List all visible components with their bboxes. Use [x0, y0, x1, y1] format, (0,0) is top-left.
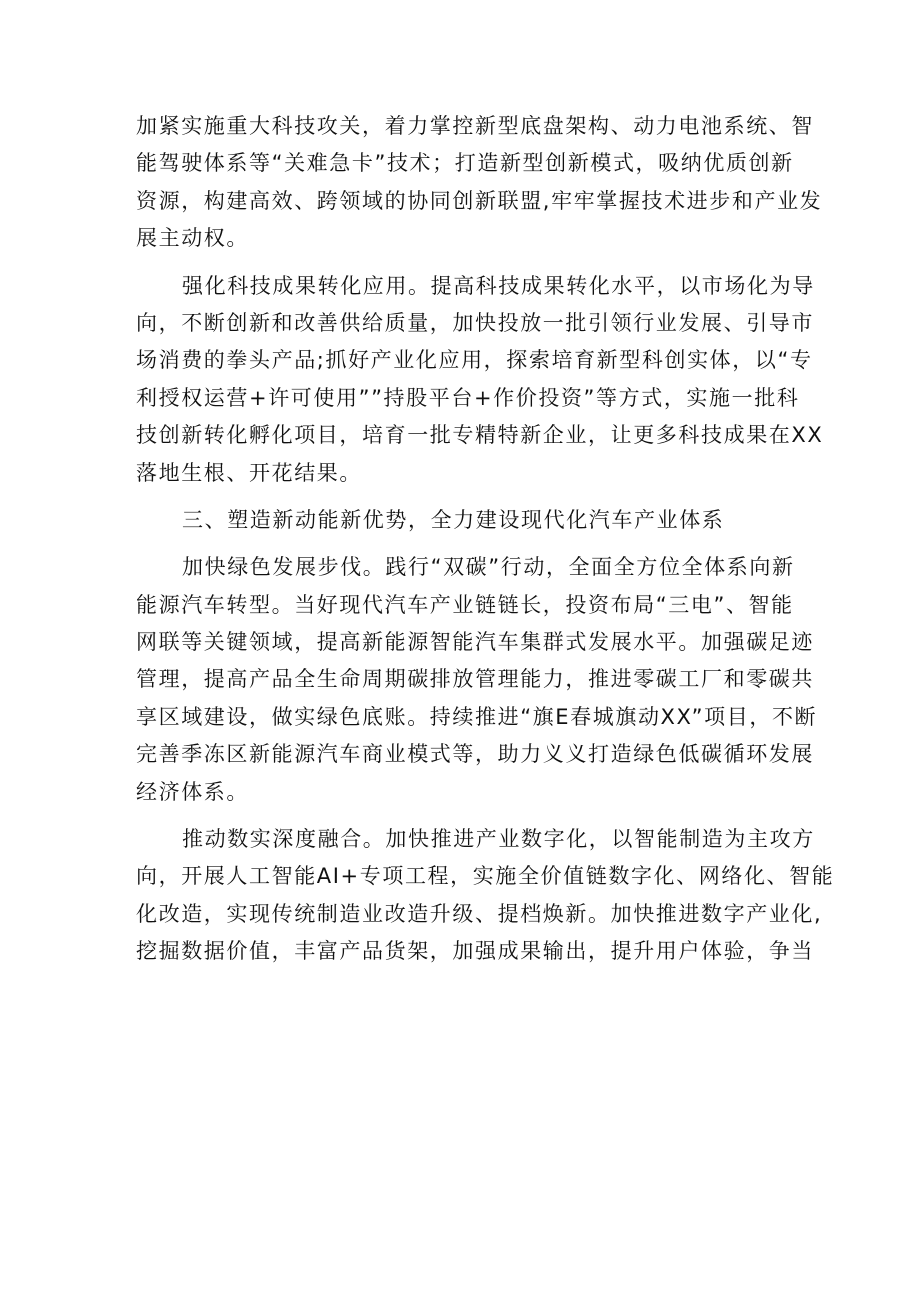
text-line: 场消费的拳头产品;抓好产业化应用，探索培育新型科创实体，以“专	[136, 348, 813, 373]
text-line: 技创新转化孵化项目，培育一批专精特新企业，让更多科技成果在XX	[136, 423, 824, 448]
text-line: 落地生根、开花结果。	[136, 460, 362, 485]
text-line: 管理，提高产品全生命周期碳排放管理能力，推进零碳工厂和零碳共	[136, 667, 814, 692]
text-line: 经济体系。	[136, 779, 249, 804]
text-line: 资源，构建高效、跨领域的协同创新联盟,牢牢掌握技术进步和产业发	[136, 188, 823, 213]
paragraph	[136, 821, 835, 971]
text-line: 利授权运营+许可使用””持股平台+作价投资”等方式，实施一批科	[136, 385, 800, 410]
text-line: 能源汽车转型。当好现代汽车产业链链长，投资布局“三电”、智能	[136, 592, 794, 617]
text-line: 完善季冻区新能源汽车商业模式等，助力义义打造绿色低碳循环发展	[136, 742, 814, 767]
text-line: 向，不断创新和改善供给质量，加快投放一批引领行业发展、引导市	[136, 310, 814, 335]
text-line: 网联等关键领域，提高新能源智能汽车集群式发展水平。加强碳足迹	[136, 630, 814, 655]
text-line: 加紧实施重大科技攻关，着力掌控新型底盘架构、动力电池系统、智	[136, 114, 814, 138]
paragraph-gap	[136, 539, 796, 549]
paragraph-gap	[136, 492, 796, 502]
section-heading	[136, 502, 796, 539]
text-line: 能驾驶体系等“关难急卡”技术；打造新型创新模式，吸纳优质创新	[136, 151, 794, 176]
paragraph-gap	[136, 258, 796, 268]
text-line: 强化科技成果转化应用。提高科技成果转化水平，以市场化为导	[182, 273, 815, 298]
paragraph	[136, 268, 824, 492]
text-line: 挖掘数据价值，丰富产品货架，加强成果输出，提升用户体验，争当	[136, 939, 814, 964]
text-line: 享区域建设，做实绿色底账。持续推进“旗E春城旗动XX”项目，不断	[136, 704, 818, 729]
document-body	[136, 108, 835, 971]
paragraph-gap	[136, 811, 796, 821]
paragraph	[136, 108, 823, 258]
text-line: 推动数实深度融合。加快推进产业数字化，以智能制造为主攻方	[182, 827, 815, 852]
text-line: 向，开展人工智能AI+专项工程，实施全价值链数字化、网络化、智能	[136, 864, 835, 889]
paragraph	[136, 549, 818, 811]
heading-line: 三、塑造新动能新优势，全力建设现代化汽车产业体系	[182, 507, 725, 532]
text-line: 展主动权。	[136, 226, 249, 251]
text-line: 化改造，实现传统制造业改造升级、提档焕新。加快推进数字产业化,	[136, 901, 823, 926]
text-line: 加快绿色发展步伐。践行“双碳”行动，全面全方位全体系向新	[182, 555, 795, 580]
